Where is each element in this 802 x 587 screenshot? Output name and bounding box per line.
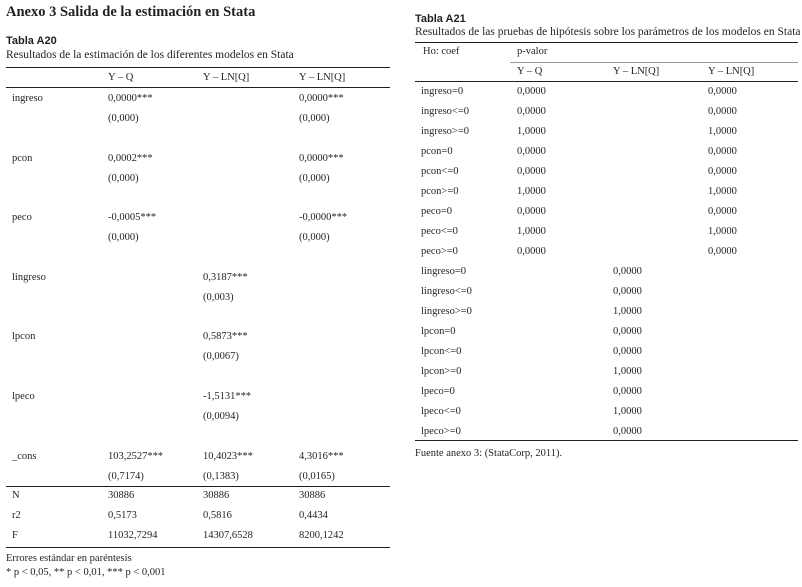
table-a21-pvalue: 1,0000 [613, 366, 642, 377]
table-a20-row-label: lpeco [12, 391, 35, 402]
table-a21-pvalue: 1,0000 [708, 226, 737, 237]
table-a21-pvalue: 0,0000 [613, 286, 642, 297]
table-a20-std-error: (0,000) [108, 232, 139, 243]
table-a21-row-label: ingreso<=0 [421, 106, 470, 117]
table-a20-row-label: lingreso [12, 272, 46, 283]
table-a21-header-2: Y – LN[Q] [613, 66, 660, 77]
table-a21-description: Resultados de las pruebas de hipótesis sobre los parámetros de los modelos en Stata [415, 26, 801, 38]
table-a21-row-label: peco=0 [421, 206, 452, 217]
table-a20-std-error: (0,000) [108, 173, 139, 184]
table-a21-pvalue: 0,0000 [613, 326, 642, 337]
table-a21-col0-header: Ho: coef [423, 46, 460, 57]
table-a20-std-error: (0,7174) [108, 471, 144, 482]
table-a21-row-label: lpeco=0 [421, 386, 455, 397]
table-a20-stat-value: 30886 [299, 490, 326, 501]
table-a20-std-error: (0,000) [299, 173, 330, 184]
table-a21-pvalue: 0,0000 [613, 266, 642, 277]
table-a21-pvalue: 0,0000 [708, 86, 737, 97]
table-a21-row-label: lpcon=0 [421, 326, 456, 337]
table-a20-description: Resultados de la estimación de los diferentes modelos en Stata [6, 49, 294, 61]
table-a20-stat-value: 14307,6528 [203, 530, 253, 541]
table-a21-pvalue: 1,0000 [517, 186, 546, 197]
table-a20-header-3: Y – LN[Q] [299, 72, 346, 83]
table-a20-row-label: ingreso [12, 93, 43, 104]
table-a20-stat-value: 8200,1242 [299, 530, 344, 541]
table-a20-coef: 0,0002*** [108, 153, 153, 164]
table-a21-pvalue: 1,0000 [708, 186, 737, 197]
table-a20-row-label: _cons [12, 451, 37, 462]
table-a21-header-1: Y – Q [517, 66, 543, 77]
table-a21-pvalue: 0,0000 [517, 146, 546, 157]
table-a21-row-label: ingreso>=0 [421, 126, 470, 137]
table-a21-row-label: lpcon<=0 [421, 346, 462, 357]
table-a20-label: Tabla A20 [6, 35, 57, 47]
table-a20-coef: 0,0000*** [299, 153, 344, 164]
table-a21-pvalue-header: p-valor [517, 46, 548, 57]
table-a20-stat-value: 30886 [203, 490, 230, 501]
table-a20-std-error: (0,1383) [203, 471, 239, 482]
table-a21-pvalue: 1,0000 [708, 126, 737, 137]
table-a21-group-rule [510, 62, 798, 63]
table-a20-top-rule [6, 67, 390, 68]
table-a21-row-label: pcon>=0 [421, 186, 459, 197]
table-a20-stat-value: 0,4434 [299, 510, 328, 521]
table-a20-stat-value: 11032,7294 [108, 530, 158, 541]
table-a21-pvalue: 0,0000 [517, 86, 546, 97]
table-a21-pvalue: 0,0000 [613, 426, 642, 437]
table-a20-std-error: (0,0094) [203, 411, 239, 422]
table-a20-note-significance: * p < 0,05, ** p < 0,01, *** p < 0,001 [6, 567, 166, 578]
table-a20-coef: 0,0000*** [108, 93, 153, 104]
table-a21-row-label: pcon<=0 [421, 166, 459, 177]
table-a20-stat-value: 0,5816 [203, 510, 232, 521]
table-a21-pvalue: 0,0000 [708, 246, 737, 257]
table-a21-pvalue: 1,0000 [517, 226, 546, 237]
table-a20-header-1: Y – Q [108, 72, 134, 83]
table-a21-top-rule [415, 42, 798, 43]
table-a20-coef: 0,3187*** [203, 272, 248, 283]
table-a21-pvalue: 0,0000 [517, 166, 546, 177]
table-a21-pvalue: 1,0000 [517, 126, 546, 137]
table-a20-std-error: (0,000) [108, 113, 139, 124]
table-a21-pvalue: 0,0000 [613, 386, 642, 397]
table-a21-pvalue: 0,0000 [708, 106, 737, 117]
table-a21-bottom-rule [415, 440, 798, 441]
table-a20-stat-label: N [12, 490, 20, 501]
table-a20-bottom-rule [6, 547, 390, 548]
table-a21-row-label: lpcon>=0 [421, 366, 462, 377]
table-a20-stat-value: 0,5173 [108, 510, 137, 521]
table-a20-row-label: peco [12, 212, 32, 223]
table-a20-std-error: (0,000) [299, 113, 330, 124]
table-a20-coef: -1,5131*** [203, 391, 252, 402]
table-a20-coef: 4,3016*** [299, 451, 344, 462]
table-a21-row-label: peco>=0 [421, 246, 458, 257]
table-a20-row-label: pcon [12, 153, 33, 164]
table-a20-coef: 0,0000*** [299, 93, 344, 104]
table-a21-header-3: Y – LN[Q] [708, 66, 755, 77]
table-a21-pvalue: 1,0000 [613, 406, 642, 417]
table-a20-std-error: (0,0067) [203, 351, 239, 362]
table-a21-pvalue: 1,0000 [613, 306, 642, 317]
table-a21-row-label: ingreso=0 [421, 86, 464, 97]
table-a20-stat-value: 30886 [108, 490, 135, 501]
table-a21-header-rule [415, 81, 798, 82]
table-a20-header-rule [6, 87, 390, 88]
table-a20-coef: -0,0000*** [299, 212, 348, 223]
table-a21-pvalue: 0,0000 [517, 106, 546, 117]
table-a21-pvalue: 0,0000 [708, 166, 737, 177]
table-a21-pvalue: 0,0000 [517, 206, 546, 217]
table-a21-source: Fuente anexo 3: (StataCorp, 2011). [415, 448, 563, 459]
table-a20-stats-rule [6, 486, 390, 487]
table-a21-pvalue: 0,0000 [613, 346, 642, 357]
table-a20-coef: -0,0005*** [108, 212, 157, 223]
table-a21-row-label: lingreso<=0 [421, 286, 472, 297]
table-a21-row-label: pcon=0 [421, 146, 453, 157]
table-a21-label: Tabla A21 [415, 13, 466, 25]
table-a21-pvalue: 0,0000 [708, 206, 737, 217]
table-a20-row-label: lpcon [12, 331, 36, 342]
table-a20-coef: 0,5873*** [203, 331, 248, 342]
table-a20-stat-label: F [12, 530, 18, 541]
table-a20-coef: 103,2527*** [108, 451, 164, 462]
table-a21-pvalue: 0,0000 [708, 146, 737, 157]
table-a21-row-label: peco<=0 [421, 226, 458, 237]
table-a20-coef: 10,4023*** [203, 451, 253, 462]
table-a21-row-label: lpeco>=0 [421, 426, 461, 437]
table-a20-std-error: (0,000) [299, 232, 330, 243]
table-a21-row-label: lpeco<=0 [421, 406, 461, 417]
table-a20-header-2: Y – LN[Q] [203, 72, 250, 83]
page-title: Anexo 3 Salida de la estimación en Stata [6, 4, 256, 20]
table-a21-pvalue: 0,0000 [517, 246, 546, 257]
table-a21-row-label: lingreso>=0 [421, 306, 472, 317]
table-a20-stat-label: r2 [12, 510, 21, 521]
table-a20-note-se: Errores estándar en paréntesis [6, 553, 132, 564]
table-a20-std-error: (0,0165) [299, 471, 335, 482]
table-a20-std-error: (0,003) [203, 292, 234, 303]
table-a21-row-label: lingreso=0 [421, 266, 466, 277]
